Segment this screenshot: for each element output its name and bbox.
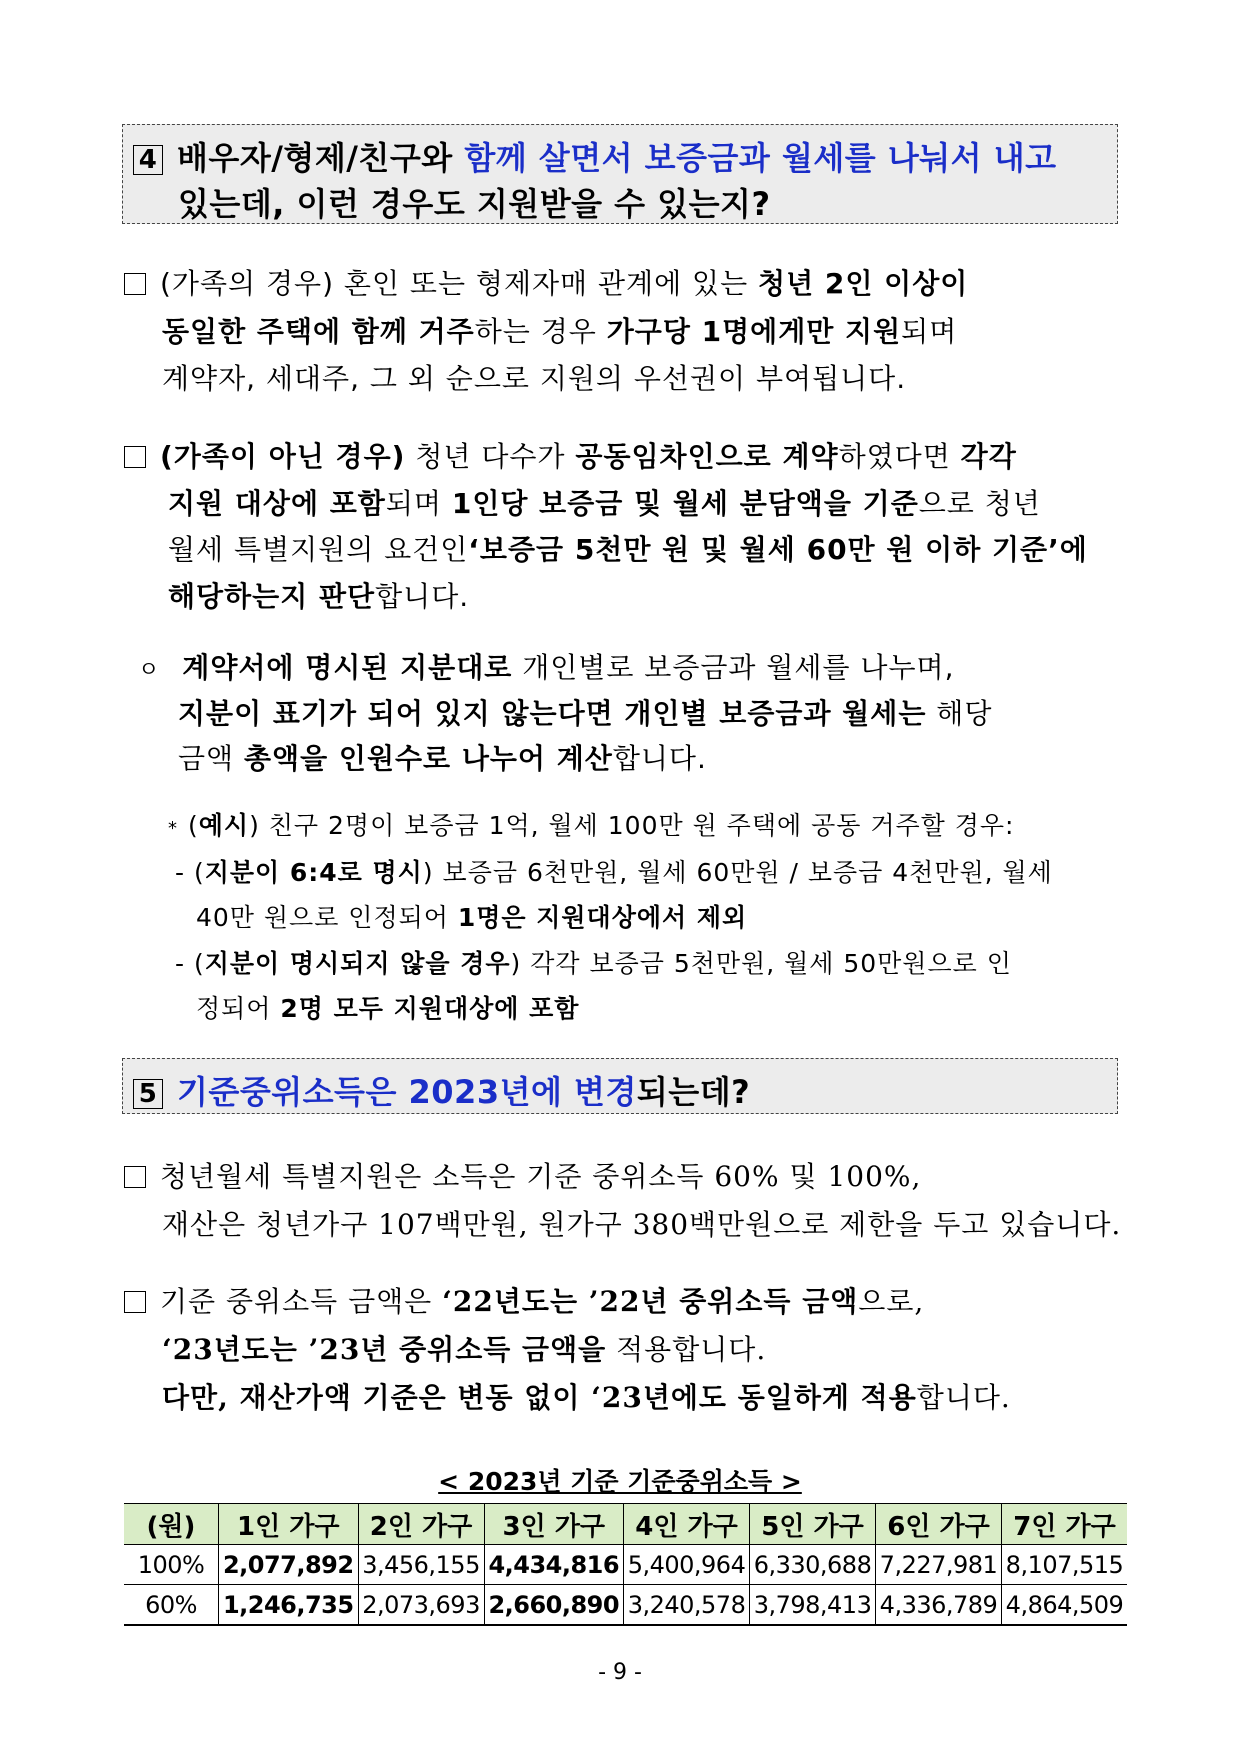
table-cell: 3,798,413 xyxy=(750,1585,876,1626)
example-line1: * (예시) 친구 2명이 보증금 1억, 월세 100만 원 주택에 공동 거주할 경우: xyxy=(168,811,1015,840)
paragraph-family-line2: 동일한 주택에 함께 거주하는 경우 가구당 1명에게만 지원되며 xyxy=(162,315,958,348)
paragraph-median-line3: 다만, 재산가액 기준은 변동 없이 ‘23년에도 동일하게 적용합니다. xyxy=(162,1381,1011,1414)
table-cell: 2,077,892 xyxy=(219,1545,359,1585)
table-cell: 4,336,789 xyxy=(876,1585,1002,1626)
table-cell: 7,227,981 xyxy=(876,1545,1002,1585)
table-row-label: 100% xyxy=(124,1545,219,1585)
checkbox-square-icon xyxy=(124,1291,146,1313)
table-header-cell: 6인 가구 xyxy=(876,1504,1002,1545)
checkbox-square-icon xyxy=(124,446,146,468)
question-number: 5 xyxy=(133,1079,163,1109)
checkbox-square-icon xyxy=(124,273,146,295)
table-header-cell: 1인 가구 xyxy=(219,1504,359,1545)
question-4-box xyxy=(122,124,1118,224)
paragraph-nonfamily-line1: (가족이 아닌 경우) 청년 다수가 공동임차인으로 계약하였다면 각각 xyxy=(124,435,1017,475)
table-row xyxy=(124,1545,1127,1585)
paragraph-median-line2: ‘23년도는 ’23년 중위소득 금액을 적용합니다. xyxy=(162,1333,767,1366)
paragraph-nonfamily-line3: 월세 특별지원의 요건인‘보증금 5천만 원 및 월세 60만 원 이하 기준’에 xyxy=(168,533,1088,566)
table-cell: 1,246,735 xyxy=(219,1585,359,1626)
median-income-table xyxy=(124,1503,1127,1626)
table-cell: 4,434,816 xyxy=(484,1545,624,1585)
table-cell: 3,240,578 xyxy=(624,1585,750,1626)
table-row-label: 60% xyxy=(124,1585,219,1626)
question-4-line2: 있는데, 이런 경우도 지원받을 수 있는지? xyxy=(178,185,771,223)
table-cell: 6,330,688 xyxy=(750,1545,876,1585)
table-header-cell: (원) xyxy=(124,1504,219,1545)
table-header-cell: 3인 가구 xyxy=(484,1504,624,1545)
table-caption: < 2023년 기준 기준중위소득 > xyxy=(438,1467,802,1496)
example-dash1-line2: 40만 원으로 인정되어 1명은 지원대상에서 제외 xyxy=(196,903,748,932)
page-number: - 9 - xyxy=(598,1660,642,1685)
paragraph-family-line1: (가족의 경우) 혼인 또는 형제자매 관계에 있는 청년 2인 이상이 xyxy=(124,262,968,302)
table-header-cell: 2인 가구 xyxy=(358,1504,484,1545)
example-dash1-line1: - (지분이 6:4로 명시) 보증금 6천만원, 월세 60만원 / 보증금 4천만원, 월세 xyxy=(175,858,1053,887)
paragraph-share-line1: ㅇ 계약서에 명시된 지분대로 개인별로 보증금과 월세를 나누며, xyxy=(138,651,955,684)
paragraph-median-line1: 기준 중위소득 금액은 ‘22년도는 ’22년 중위소득 금액으로, xyxy=(124,1280,924,1320)
table-cell: 8,107,515 xyxy=(1002,1545,1128,1585)
question-4-line1: 4 배우자/형제/친구와 함께 살면서 보증금과 월세를 나눠서 내고 xyxy=(133,133,1057,179)
paragraph-nonfamily-line4: 해당하는지 판단합니다. xyxy=(168,580,470,613)
paragraph-criteria-line2: 재산은 청년가구 107백만원, 원가구 380백만원으로 제한을 두고 있습니다. xyxy=(162,1208,1122,1241)
table-cell: 5,400,964 xyxy=(624,1545,750,1585)
paragraph-nonfamily-line2: 지원 대상에 포함되며 1인당 보증금 및 월세 분담액을 기준으로 청년 xyxy=(168,487,1041,520)
table-cell: 3,456,155 xyxy=(358,1545,484,1585)
example-dash2-line2: 정되어 2명 모두 지원대상에 포함 xyxy=(196,994,580,1023)
question-number: 4 xyxy=(133,145,163,175)
example-dash2-line1: - (지분이 명시되지 않을 경우) 각각 보증금 5천만원, 월세 50만원으로 인 xyxy=(175,949,1012,978)
table-cell: 2,073,693 xyxy=(358,1585,484,1626)
paragraph-family-line3: 계약자, 세대주, 그 외 순으로 지원의 우선권이 부여됩니다. xyxy=(162,362,907,395)
table-header-cell: 4인 가구 xyxy=(624,1504,750,1545)
paragraph-share-line2: 지분이 표기가 되어 있지 않는다면 개인별 보증금과 월세는 해당 xyxy=(178,697,993,730)
paragraph-share-line3: 금액 총액을 인원수로 나누어 계산합니다. xyxy=(178,742,707,775)
table-cell: 4,864,509 xyxy=(1002,1585,1128,1626)
table-header-cell: 5인 가구 xyxy=(750,1504,876,1545)
asterisk-icon: * xyxy=(168,818,178,839)
table-row xyxy=(124,1585,1127,1626)
paragraph-criteria-line1: 청년월세 특별지원은 소득은 기준 중위소득 60% 및 100%, xyxy=(124,1155,921,1195)
table-cell: 2,660,890 xyxy=(484,1585,624,1626)
question-5-box xyxy=(122,1058,1118,1114)
question-5-line: 5 기준중위소득은 2023년에 변경되는데? xyxy=(133,1067,750,1113)
bullet-icon: ㅇ xyxy=(138,658,161,683)
table-header-row xyxy=(124,1504,1127,1545)
checkbox-square-icon xyxy=(124,1166,146,1188)
table-header-cell: 7인 가구 xyxy=(1002,1504,1128,1545)
